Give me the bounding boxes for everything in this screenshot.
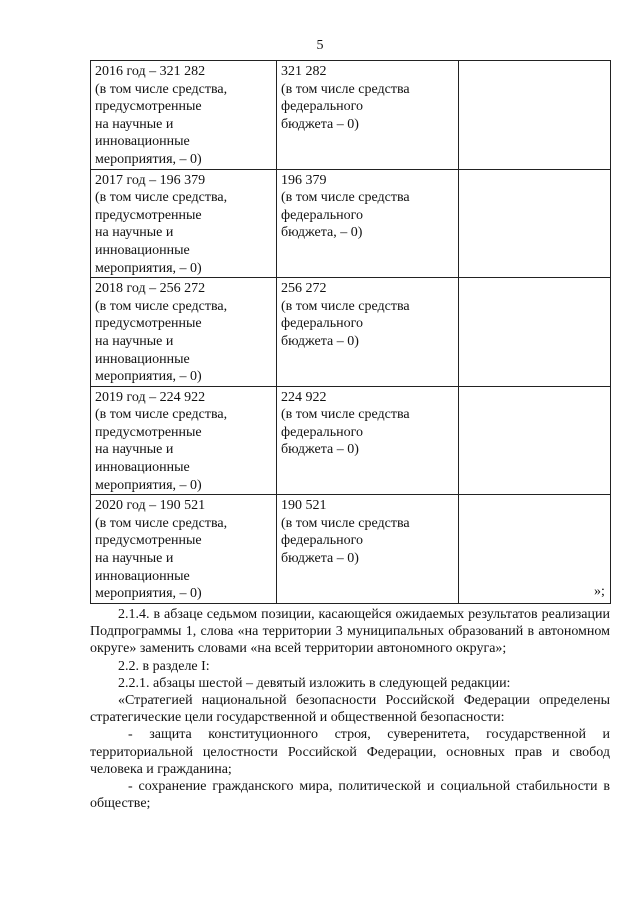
list-item-constitutional-order: - защита конституционного строя, суверенитета, государственной и территориальной целостности Российской Федерации, основных прав и свобод человека и гражданина; [90,727,610,777]
cell-federal-budget: 190 521 (в том числе средства федерального бюджета – 0) [277,495,459,604]
cell-empty [459,61,611,170]
table-row [91,61,611,170]
paragraph-2-2-1: 2.2.1. абзацы шестой – девятый изложить в следующей редакции: [118,675,511,691]
cell-empty [459,386,611,495]
cell-empty [459,169,611,278]
document-body [90,606,610,812]
table-row [91,278,611,387]
cell-empty [459,278,611,387]
table-row [91,495,611,604]
cell-year-total: 2016 год – 321 282 (в том числе средства, предусмотренные на научные и инновационные мероприятия, – 0) [91,61,277,170]
cell-federal-budget: 256 272 (в том числе средства федерального бюджета – 0) [277,278,459,387]
cell-federal-budget: 224 922 (в том числе средства федерального бюджета – 0) [277,386,459,495]
paragraph-2-2: 2.2. в разделе I: [118,658,210,674]
table-row [91,386,611,495]
cell-year-total: 2017 год – 196 379 (в том числе средства, предусмотренные на научные и инновационные мероприятия, – 0) [91,169,277,278]
table-row [91,169,611,278]
cell-year-total: 2018 год – 256 272 (в том числе средства, предусмотренные на научные и инновационные мероприятия, – 0) [91,278,277,387]
paragraph-2-1-4: 2.1.4. в абзаце седьмом позиции, касающейся ожидаемых результатов реализации Подпрограммы 1, слова «на территории 3 муниципальных образований в автономном округе» заменить словами «на всей территории автономного округа»; [90,607,610,657]
paragraph-strategy-quote: «Стратегией национальной безопасности Российской Федерации определены стратегические цели государственной и общественной безопасности: [90,693,610,726]
funding-table [90,60,611,604]
cell-year-total: 2020 год – 190 521 (в том числе средства, предусмотренные на научные и инновационные мероприятия, – 0) [91,495,277,604]
cell-year-total: 2019 год – 224 922 (в том числе средства, предусмотренные на научные и инновационные мероприятия, – 0) [91,386,277,495]
list-item-civil-peace: - сохранение гражданского мира, политической и социальной стабильности в обществе; [90,779,610,812]
table-closing-mark: »; [594,584,605,599]
page-number: 5 [316,38,324,53]
cell-federal-budget: 196 379 (в том числе средства федерального бюджета, – 0) [277,169,459,278]
cell-federal-budget: 321 282 (в том числе средства федерального бюджета – 0) [277,61,459,170]
cell-empty [459,495,611,604]
